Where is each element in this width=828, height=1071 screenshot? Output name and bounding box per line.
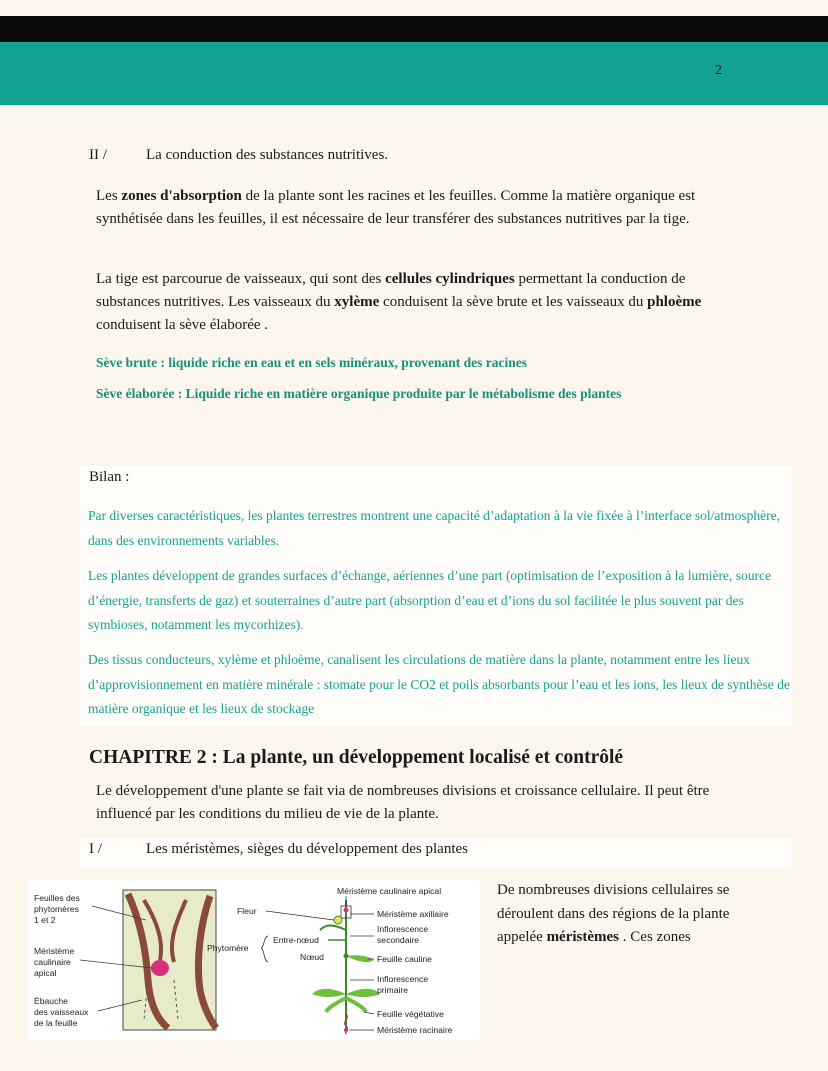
bold-term: méristèmes — [546, 929, 620, 945]
label-meristeme-racinaire: Méristème racinaire — [377, 1025, 453, 1035]
cauline-leaf — [346, 955, 374, 962]
text: La tige est parcourue de vaisseaux, qui sont des — [96, 271, 386, 287]
label-inflorescence-2: Inflorescence — [377, 974, 429, 984]
text: Les — [96, 188, 122, 204]
header-band — [0, 42, 828, 105]
section-heading-i — [89, 841, 468, 858]
label-feuille-cauline: Feuille cauline — [377, 954, 432, 964]
section-title: Les méristèmes, sièges du développement des plantes — [146, 841, 468, 857]
bilan-paragraph-2: Les plantes développent de grandes surfaces d’échange, aériennes d’une part (optimisation de l’exposition à la lumière, source d’énergie, transferts de gaz) et souterraines d’autre part (absorption d’eau et d’ions du sol facilitée le plus souvent par des symbioses, notamment les mycorhizes). — [88, 568, 771, 632]
label-caulinaire: caulinaire — [34, 957, 71, 967]
label-noeud: Nœud — [300, 952, 324, 962]
root-meristem-point — [344, 1028, 348, 1032]
text: permettant la conduction de substances nutritives. Les vaisseaux du — [96, 271, 686, 310]
apical-meristem-dome — [151, 960, 169, 976]
plant-meristem-diagram — [28, 880, 480, 1040]
section-title: La conduction des substances nutritives. — [146, 147, 389, 163]
text: conduisent la sève brute et les vaisseaux du — [379, 294, 648, 310]
label-des-vaisseaux: des vaisseaux — [34, 1007, 89, 1017]
bold-term: zones d'absorption — [121, 188, 242, 204]
bold-term: xylème — [334, 294, 380, 310]
text: De nombreuses divisions cellulaires se déroulent dans des régions de la plante appelée — [497, 882, 730, 945]
label-1-et-2: 1 et 2 — [34, 915, 56, 925]
chapter-title: CHAPITRE 2 : La plante, un développement localisé et contrôlé — [89, 747, 624, 768]
label-secondaire: secondaire — [377, 935, 420, 945]
chapter-intro: Le développement d'une plante se fait via de nombreuses divisions et croissance cellulaire. Il peut être influencé par les conditions du milieu de vie de la plante. — [96, 783, 710, 822]
diagram-svg — [28, 880, 480, 1040]
paragraph-absorption — [96, 185, 736, 231]
label-meristeme-axillaire: Méristème axillaire — [377, 909, 449, 919]
label-meristeme-caulinaire-apical: Méristème caulinaire apical — [337, 886, 442, 896]
text: . Ces zones — [619, 929, 691, 945]
definition-seve-brute: Sève brute : liquide riche en eau et en sels minéraux, provenant des racines — [96, 355, 527, 370]
label-inflorescence-1: Inflorescence — [377, 924, 429, 934]
label-entre-noeud: Entre-nœud — [273, 935, 319, 945]
label-ebauche: Ébauche — [34, 996, 68, 1006]
apical-meristem-point — [344, 908, 349, 913]
label-apical: apical — [34, 968, 57, 978]
bilan-paragraph-3: Des tissus conducteurs, xylème et phloème, canalisent les circulations de matière dans la plante, notamment entre les lieux d’approvisionnement en matière minérale : stomate pour le CO2 et poils absorbants pour l’eau et les ions, les lieux de synthèse de matière organique et les lieux de stockage — [88, 652, 790, 716]
paragraph-vaisseaux — [96, 268, 736, 337]
label-primaire: primaire — [377, 985, 409, 995]
text: conduisent la sève élaborée . — [96, 317, 269, 333]
bilan-title: Bilan : — [89, 469, 130, 485]
bold-term: cellules cylindriques — [385, 271, 515, 287]
label-feuille-vegetative: Feuille végétative — [377, 1009, 444, 1019]
label-de-la-feuille: de la feuille — [34, 1018, 78, 1028]
label-phytomeres: phytomères — [34, 904, 79, 914]
label-feuilles: Feuilles des — [34, 893, 80, 903]
label-meristeme: Méristème — [34, 946, 75, 956]
top-black-bar — [0, 16, 828, 42]
bold-term: phloème — [647, 294, 702, 310]
meristem-side-text — [497, 879, 737, 950]
text: de la plante sont les racines et les feuilles. Comme la matière organique est synthétisée dans les feuilles, il est nécessaire de leur transférer des substances nutritives par la tige. — [96, 188, 696, 227]
label-phytomere: Phytomère — [207, 943, 249, 953]
page-number: 2 — [715, 63, 722, 78]
bilan-paragraph-1: Par diverses caractéristiques, les plantes terrestres montrent une capacité d’adaptation à la vie fixée à l’interface sol/atmosphère, dans des environnements variables. — [88, 508, 780, 548]
label-fleur: Fleur — [237, 906, 257, 916]
section-number: II / — [89, 147, 107, 163]
definition-seve-elaboree: Sève élaborée : Liquide riche en matière organique produite par le métabolisme des plantes — [96, 386, 622, 401]
section-number: I / — [89, 841, 102, 857]
section-heading-ii — [89, 147, 388, 164]
